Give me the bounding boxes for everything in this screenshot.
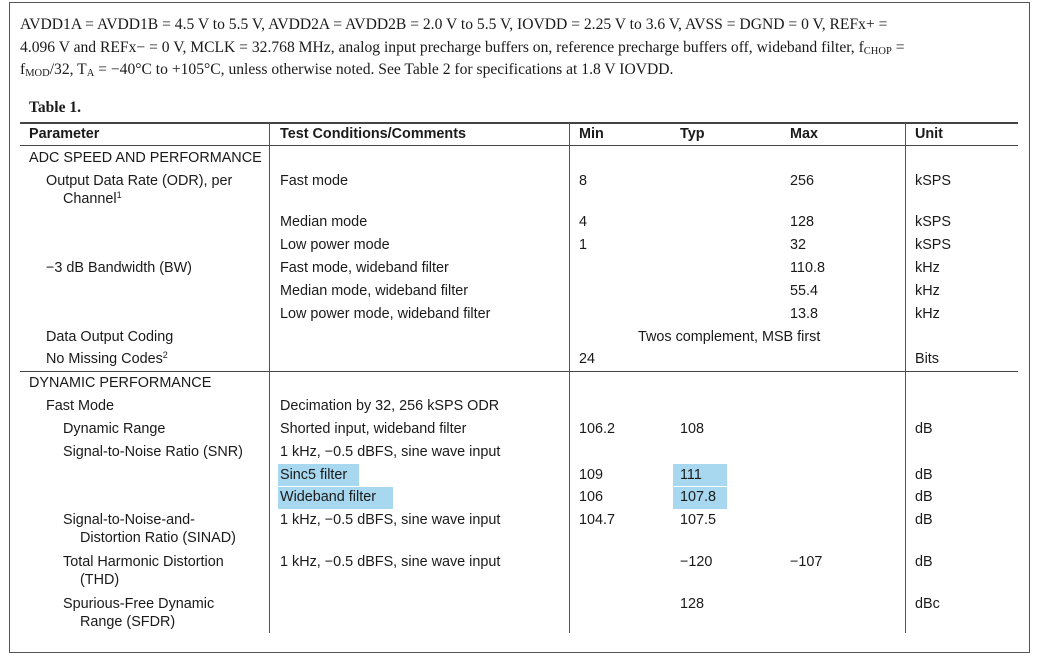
param-data-output-coding: Data Output Coding: [46, 329, 174, 345]
min-odr-median: 4: [579, 214, 588, 230]
header-min: Min: [579, 126, 604, 142]
min-dynamic-range: 106.2: [579, 421, 616, 437]
param-sfdr-line2: Range (SFDR): [80, 614, 176, 630]
param-no-missing-codes: No Missing Codes$^2$: [46, 350, 168, 367]
unit-bw-low-power: kHz: [915, 306, 940, 322]
unit-snr-wideband: dB: [915, 489, 933, 505]
table-title: Table 1.: [29, 99, 81, 116]
typ-thd: −120: [680, 554, 713, 570]
unit-sinad: dB: [915, 512, 933, 528]
max-bw-low-power: 13.8: [790, 306, 819, 322]
min-odr-fast: 8: [579, 173, 588, 189]
cond-bw-median: Median mode, wideband filter: [280, 283, 468, 299]
header-parameter: Parameter: [29, 126, 100, 142]
param-fast-mode: Fast Mode: [46, 398, 114, 414]
unit-thd: dB: [915, 554, 933, 570]
conditions-paragraph: [20, 14, 1022, 82]
section-dynamic-performance: DYNAMIC PERFORMANCE: [29, 375, 212, 391]
typ-sfdr: 128: [680, 596, 705, 612]
header-conditions: Test Conditions/Comments: [280, 126, 467, 142]
rule-top: [20, 122, 1018, 124]
intro-line-3c: = −40°C to +105°C, unless otherwise noted. See Table 2 for specifications at 1.8 V IOVDD.: [94, 61, 674, 78]
cond-bw-low-power: Low power mode, wideband filter: [280, 306, 491, 322]
cond-bw-fast: Fast mode, wideband filter: [280, 260, 449, 276]
intro-line-3b: /32, T: [49, 61, 87, 78]
unit-odr-fast: kSPS: [915, 173, 951, 189]
param-sfdr-line1: Spurious-Free Dynamic: [63, 596, 215, 612]
unit-bw-fast: kHz: [915, 260, 940, 276]
unit-sfdr: dBc: [915, 596, 940, 612]
intro-sub-a: A: [86, 68, 95, 79]
cond-dynamic-range: Shorted input, wideband filter: [280, 421, 467, 437]
cond-sinad: 1 kHz, −0.5 dBFS, sine wave input: [280, 512, 501, 528]
param-odr-line2: Channel$^1$: [63, 190, 122, 207]
header-unit: Unit: [915, 126, 943, 142]
intro-line-2: 4.096 V and REFx− = 0 V, MCLK = 32.768 MHz, analog input precharge buffers on, reference precharge buffers off, wideband filter, f: [20, 38, 864, 56]
intro-sub-chop: CHOP: [863, 45, 892, 57]
typ-snr-sinc5: 111: [680, 467, 702, 483]
param-thd-line2: (THD): [80, 572, 120, 588]
unit-no-missing-codes: Bits: [915, 351, 939, 367]
param-odr-line1: Output Data Rate (ODR), per: [46, 173, 233, 189]
value-twos-complement: Twos complement, MSB first: [638, 329, 821, 345]
rule-section-divider: [20, 371, 1018, 372]
max-odr-median: 128: [790, 214, 815, 230]
cond-fast-mode: Fast mode: [280, 173, 348, 189]
col-divider-2: [569, 123, 570, 633]
typ-snr-wideband: 107.8: [680, 489, 717, 505]
cond-wideband-filter: Wideband filter: [280, 489, 376, 505]
cond-thd: 1 kHz, −0.5 dBFS, sine wave input: [280, 554, 501, 570]
max-thd: −107: [790, 554, 823, 570]
unit-dynamic-range: dB: [915, 421, 933, 437]
cond-low-power-mode: Low power mode: [280, 237, 390, 253]
unit-bw-median: kHz: [915, 283, 940, 299]
param-dynamic-range: Dynamic Range: [63, 421, 166, 437]
min-odr-low-power: 1: [579, 237, 588, 253]
param-bandwidth: −3 dB Bandwidth (BW): [46, 260, 192, 276]
intro-line-1: AVDD1A = AVDD1B = 4.5 V to 5.5 V, AVDD2A = AVDD2B = 2.0 V to 5.5 V, IOVDD = 2.25 V to 3.6 V, AVSS = DGND = 0 V, REFx+ =: [20, 16, 888, 33]
intro-line-3a: f: [20, 61, 26, 78]
param-snr: Signal-to-Noise Ratio (SNR): [63, 444, 243, 460]
typ-dynamic-range: 108: [680, 421, 705, 437]
footnote-2: 2: [162, 350, 168, 360]
max-bw-fast: 110.8: [790, 260, 825, 276]
param-thd-line1: Total Harmonic Distortion: [63, 554, 224, 570]
max-bw-median: 55.4: [790, 283, 819, 299]
unit-odr-median: kSPS: [915, 214, 951, 230]
cond-median-mode: Median mode: [280, 214, 368, 230]
max-odr-low-power: 32: [790, 237, 807, 253]
cond-decimation: Decimation by 32, 256 kSPS ODR: [280, 398, 500, 414]
header-max: Max: [790, 126, 818, 142]
rule-header-bottom: [20, 145, 1018, 146]
unit-snr-sinc5: dB: [915, 467, 933, 483]
cond-snr: 1 kHz, −0.5 dBFS, sine wave input: [280, 444, 501, 460]
footnote-1: 1: [116, 190, 122, 200]
col-divider-3: [905, 123, 906, 633]
param-sinad-line2: Distortion Ratio (SINAD): [80, 530, 236, 546]
min-snr-sinc5: 109: [579, 467, 604, 483]
intro-sub-mod: MOD: [25, 68, 50, 79]
min-sinad: 104.7: [579, 512, 616, 528]
min-snr-wideband: 106: [579, 489, 604, 505]
param-sinad-line1: Signal-to-Noise-and-: [63, 512, 195, 528]
col-divider-1: [269, 123, 270, 633]
section-adc-speed: ADC SPEED AND PERFORMANCE: [29, 150, 262, 166]
cond-sinc5-filter: Sinc5 filter: [280, 467, 348, 483]
header-typ: Typ: [680, 126, 705, 142]
max-odr-fast: 256: [790, 173, 815, 189]
unit-odr-low-power: kSPS: [915, 237, 951, 253]
min-no-missing-codes: 24: [579, 351, 596, 367]
typ-sinad: 107.5: [680, 512, 717, 528]
intro-line-2-end: =: [891, 38, 905, 56]
